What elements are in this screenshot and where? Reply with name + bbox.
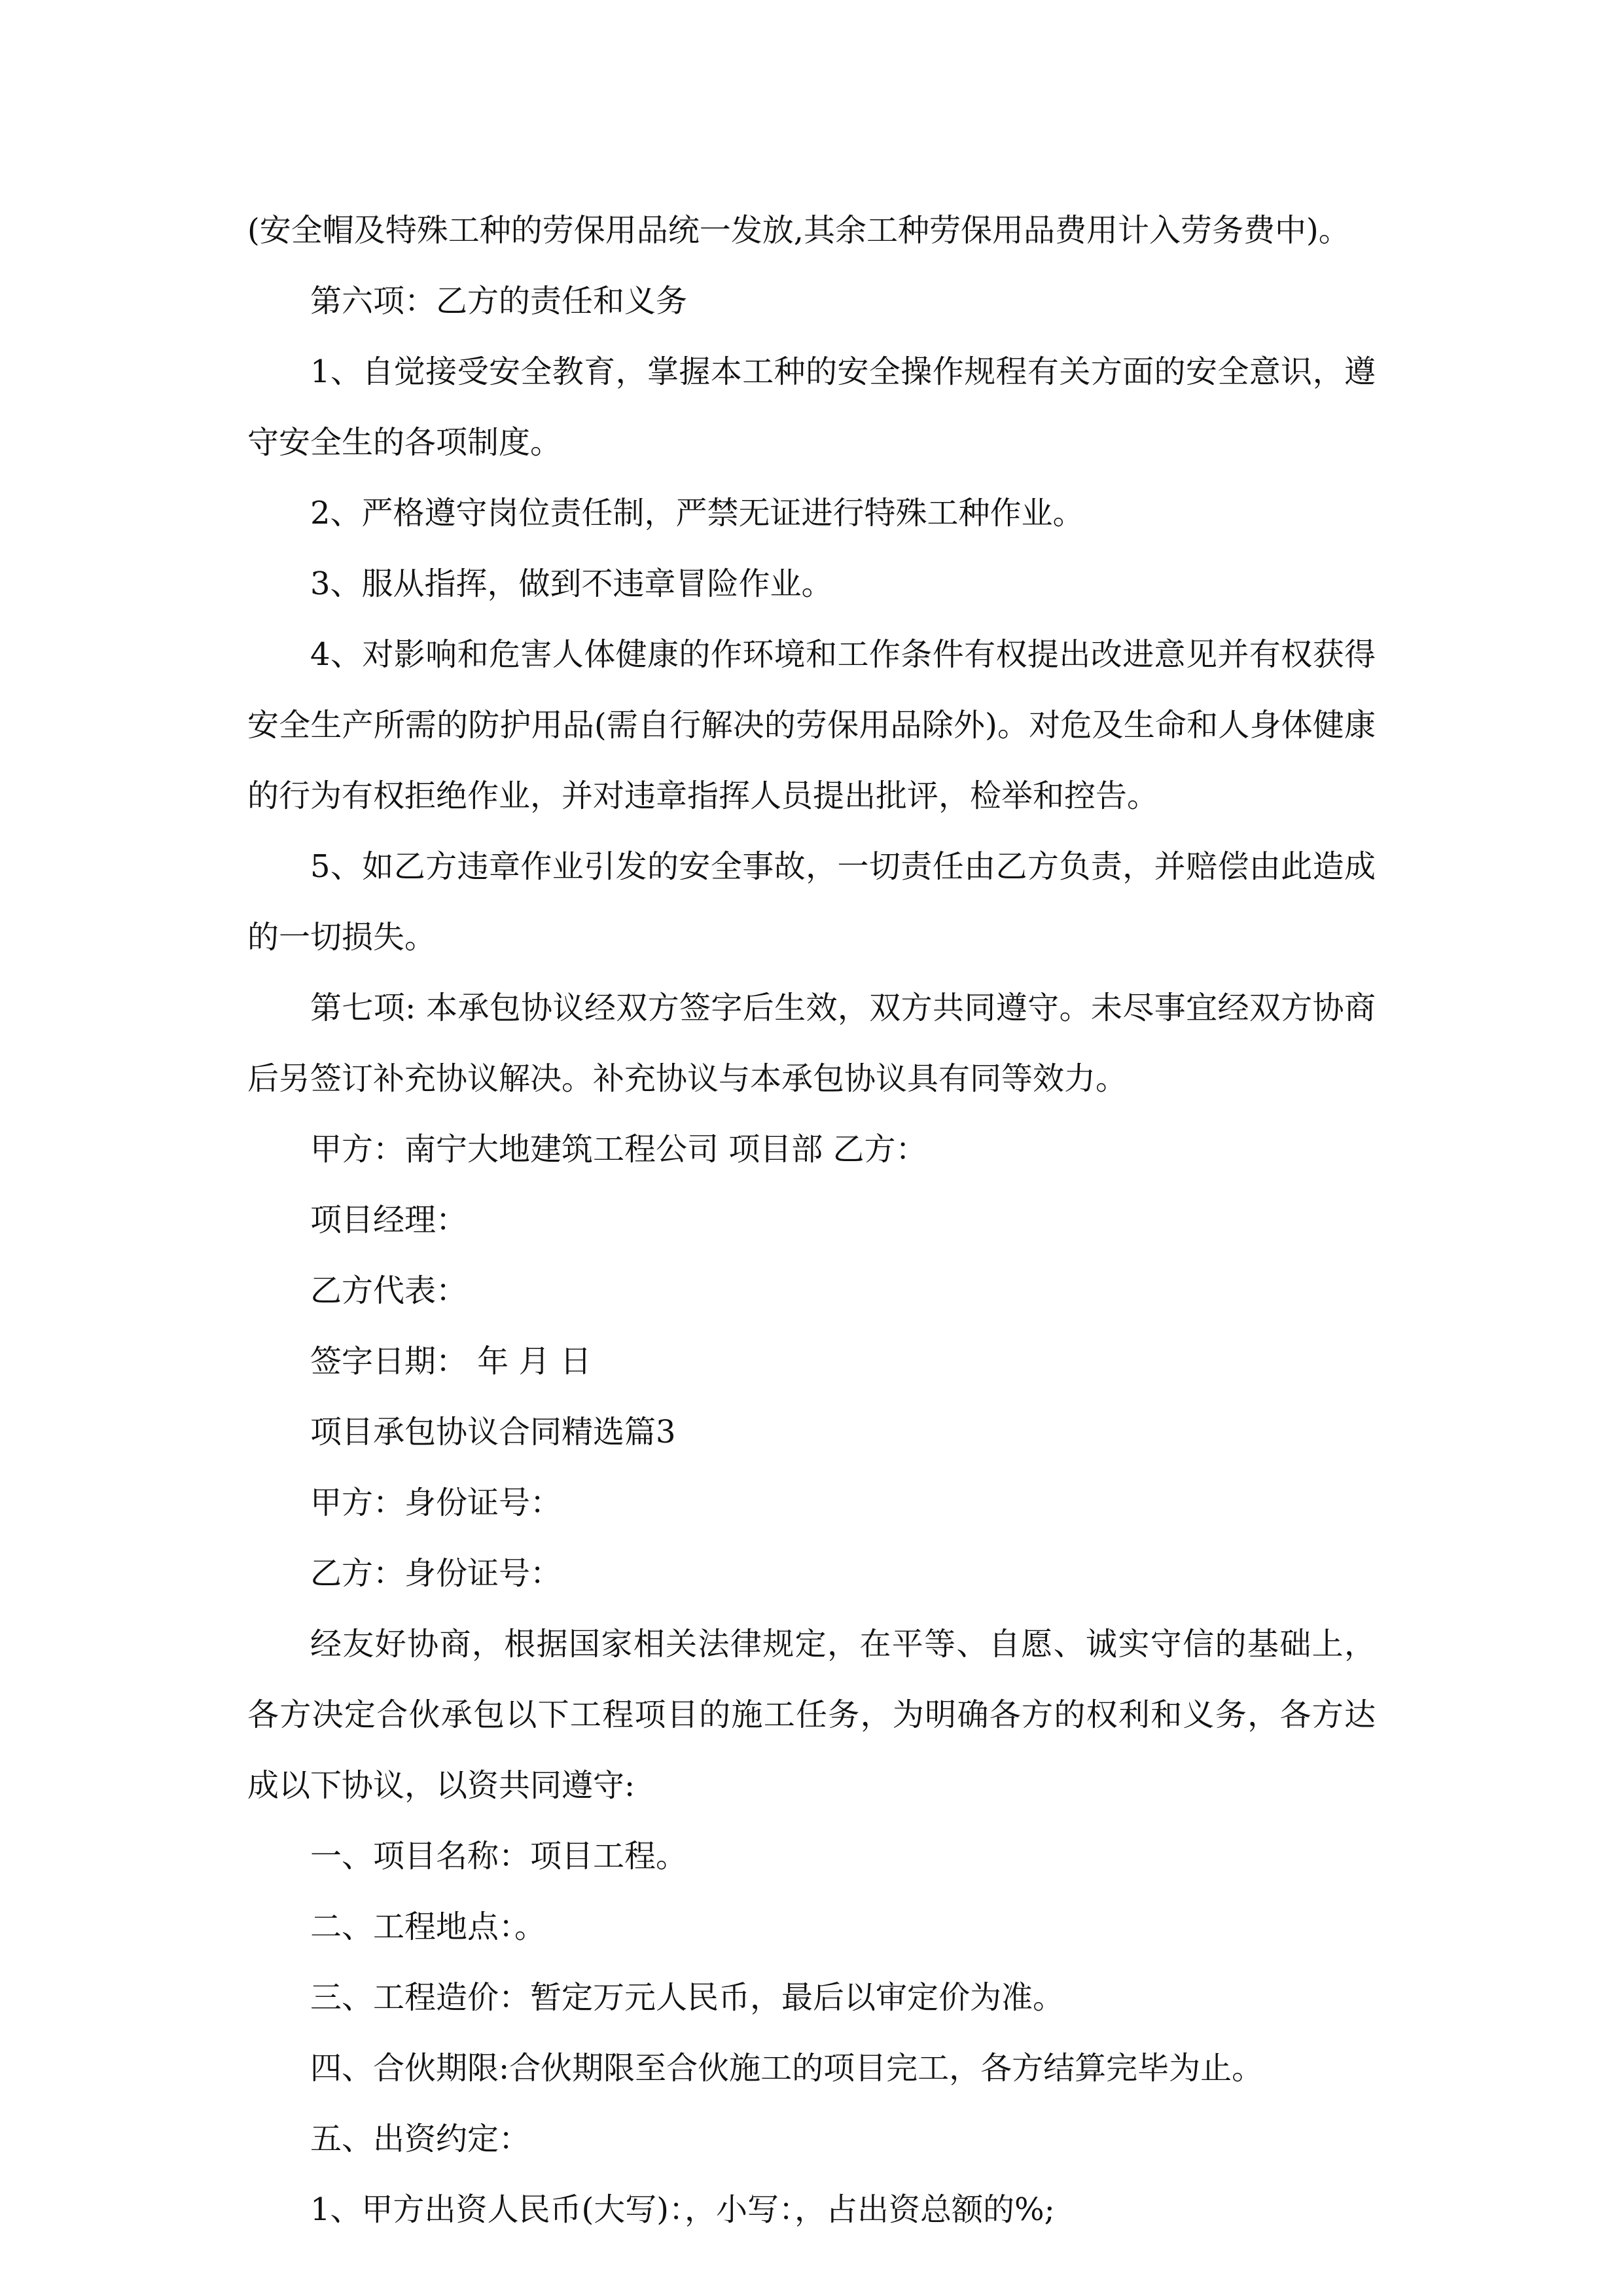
section-heading-6: 第六项：乙方的责任和义务 bbox=[310, 283, 688, 319]
party-b-id-line: 乙方：身份证号： bbox=[310, 1555, 562, 1592]
clause-item: 四、合伙期限:合伙期限至合伙施工的项目完工，各方结算完毕为止。 bbox=[310, 2050, 1264, 2087]
clause-item: 二、工程地点：。 bbox=[310, 1909, 546, 1945]
paragraph: 4、对影响和危害人体健康的作环境和工作条件有权提出改进意见并有权获得安全生产所需的防护用品(需自行解决的劳保用品除外)。对危及生命和人身体健康的行为有权拒绝作业，并对违章指挥人员提出批评，检举和控告。 bbox=[247, 636, 1376, 814]
clause-item: 五、出资约定： bbox=[310, 2121, 531, 2157]
signature-representative-line: 乙方代表： bbox=[310, 1272, 468, 1309]
clause-item: 三、工程造价：暂定万元人民币，最后以审定价为准。 bbox=[310, 1979, 1065, 2016]
clause-item: 1、甲方出资人民币(大写)：，小写：，占出资总额的%; bbox=[310, 2191, 1055, 2228]
signature-party-line: 甲方：南宁大地建筑工程公司 项目部 乙方： bbox=[310, 1131, 927, 1168]
document-body bbox=[247, 195, 1376, 2245]
party-a-id-line: 甲方：身份证号： bbox=[310, 1484, 562, 1521]
paragraph: (安全帽及特殊工种的劳保用品统一发放,其余工种劳保用品费用计入劳务费中)。 bbox=[247, 212, 1350, 249]
paragraph: 经友好协商，根据国家相关法律规定，在平等、自愿、诚实守信的基础上，各方决定合伙承包以下工程项目的施工任务，为明确各方的权利和义务，各方达成以下协议，以资共同遵守: bbox=[247, 1626, 1376, 1804]
paragraph: 3、服从指挥，做到不违章冒险作业。 bbox=[310, 565, 833, 602]
paragraph: 2、严格遵守岗位责任制，严禁无证进行特殊工种作业。 bbox=[310, 495, 1084, 531]
paragraph: 1、自觉接受安全教育，掌握本工种的安全操作规程有关方面的安全意识，遵守安全生的各项制度。 bbox=[247, 353, 1376, 461]
section-heading-7: 第七项: 本承包协议经双方签字后生效，双方共同遵守。未尽事宜经双方协商后另签订补充协议解决。补充协议与本承包协议具有同等效力。 bbox=[247, 990, 1376, 1097]
signature-date-line: 签字日期： 年 月 日 bbox=[310, 1343, 592, 1380]
clause-item: 一、项目名称：项目工程。 bbox=[310, 1838, 688, 1874]
article-title: 项目承包协议合同精选篇3 bbox=[310, 1414, 676, 1450]
paragraph: 5、如乙方违章作业引发的安全事故，一切责任由乙方负责，并赔偿由此造成的一切损失。 bbox=[247, 848, 1376, 956]
signature-manager-line: 项目经理： bbox=[310, 1202, 468, 1238]
